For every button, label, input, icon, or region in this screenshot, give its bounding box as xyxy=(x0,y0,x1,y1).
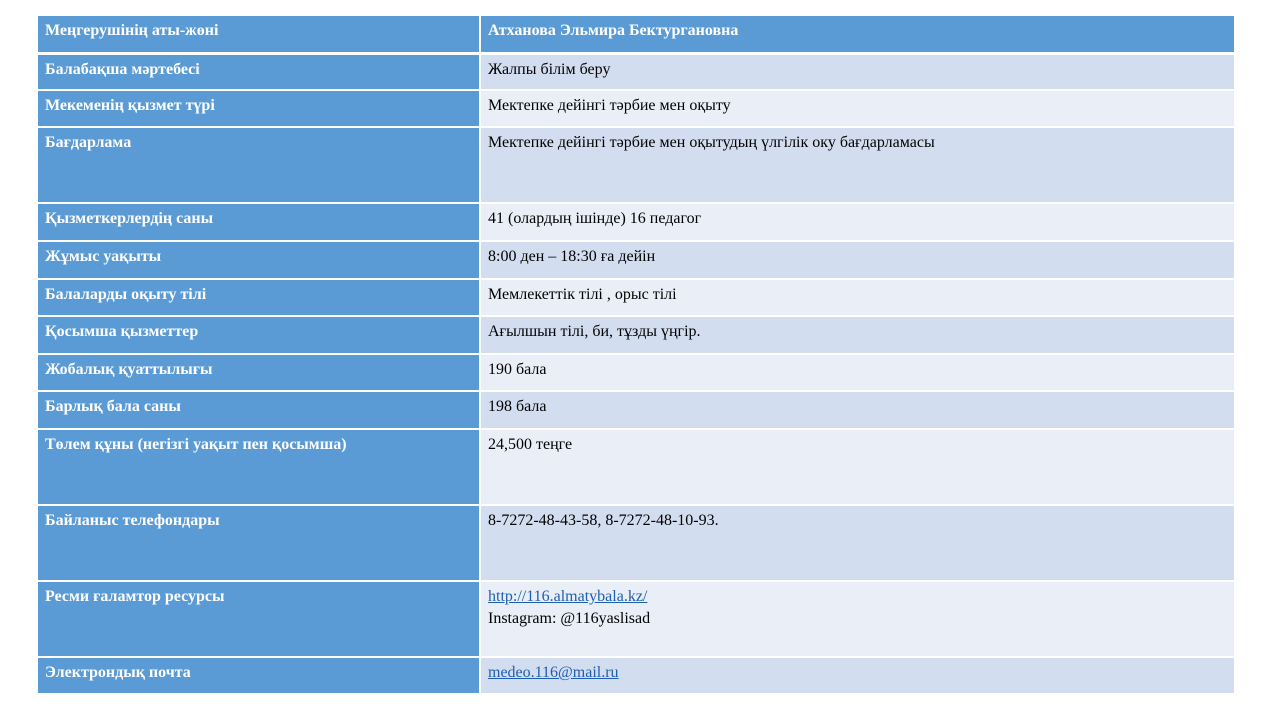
table-row xyxy=(38,53,1235,90)
website-link[interactable]: http://116.almatybala.kz/ xyxy=(488,588,648,605)
row-value: 24,500 теңге xyxy=(480,429,1235,505)
row-label: Балаларды оқыту тілі xyxy=(38,279,480,316)
row-value xyxy=(480,581,1235,657)
row-value: Мектепке дейінгі тәрбие мен оқыту xyxy=(480,90,1235,127)
table-row xyxy=(38,279,1235,316)
header-value: Атханова Эльмира Бектургановна xyxy=(480,16,1235,53)
row-label: Ресми ғаламтор ресурсы xyxy=(38,581,480,657)
row-value: 198 бала xyxy=(480,391,1235,429)
row-label: Жұмыс уақыты xyxy=(38,241,480,279)
table-row xyxy=(38,505,1235,581)
row-label: Қосымша қызметтер xyxy=(38,316,480,354)
row-label: Барлық бала саны xyxy=(38,391,480,429)
row-label: Балабақша мәртебесі xyxy=(38,53,480,90)
row-value: 190 бала xyxy=(480,354,1235,391)
table-header-row xyxy=(38,16,1235,53)
table-row xyxy=(38,429,1235,505)
row-label: Бағдарлама xyxy=(38,127,480,203)
row-label: Мекеменің қызмет түрі xyxy=(38,90,480,127)
row-value: 8:00 ден – 18:30 ға дейін xyxy=(480,241,1235,279)
row-value: Жалпы білім беру xyxy=(480,53,1235,90)
row-label: Электрондық почта xyxy=(38,657,480,694)
row-value: Мемлекеттік тілі , орыс тілі xyxy=(480,279,1235,316)
row-label: Жобалық қуаттылығы xyxy=(38,354,480,391)
table-row xyxy=(38,581,1235,657)
row-value xyxy=(480,657,1235,694)
email-link[interactable]: medeo.116@mail.ru xyxy=(488,664,619,681)
table-row xyxy=(38,391,1235,429)
row-label: Байланыс телефондары xyxy=(38,505,480,581)
row-value: Ағылшын тілі, би, тұзды үңгір. xyxy=(480,316,1235,354)
row-label: Төлем құны (негізгі уақыт пен қосымша) xyxy=(38,429,480,505)
row-label: Қызметкерлердің саны xyxy=(38,203,480,241)
table-row xyxy=(38,354,1235,391)
kindergarten-info-table xyxy=(38,16,1236,695)
table-row xyxy=(38,127,1235,203)
instagram-text: Instagram: @116yaslisad xyxy=(488,610,651,627)
table-row xyxy=(38,657,1235,694)
row-value: 41 (олардың ішінде) 16 педагог xyxy=(480,203,1235,241)
row-value: 8-7272-48-43-58, 8-7272-48-10-93. xyxy=(480,505,1235,581)
row-value: Мектепке дейінгі тәрбие мен оқытудың үлгілік оку бағдарламасы xyxy=(480,127,1235,203)
table-row xyxy=(38,316,1235,354)
header-label: Меңгерушінің аты-жөні xyxy=(38,16,480,53)
table-row xyxy=(38,90,1235,127)
table-row xyxy=(38,203,1235,241)
table-row xyxy=(38,241,1235,279)
